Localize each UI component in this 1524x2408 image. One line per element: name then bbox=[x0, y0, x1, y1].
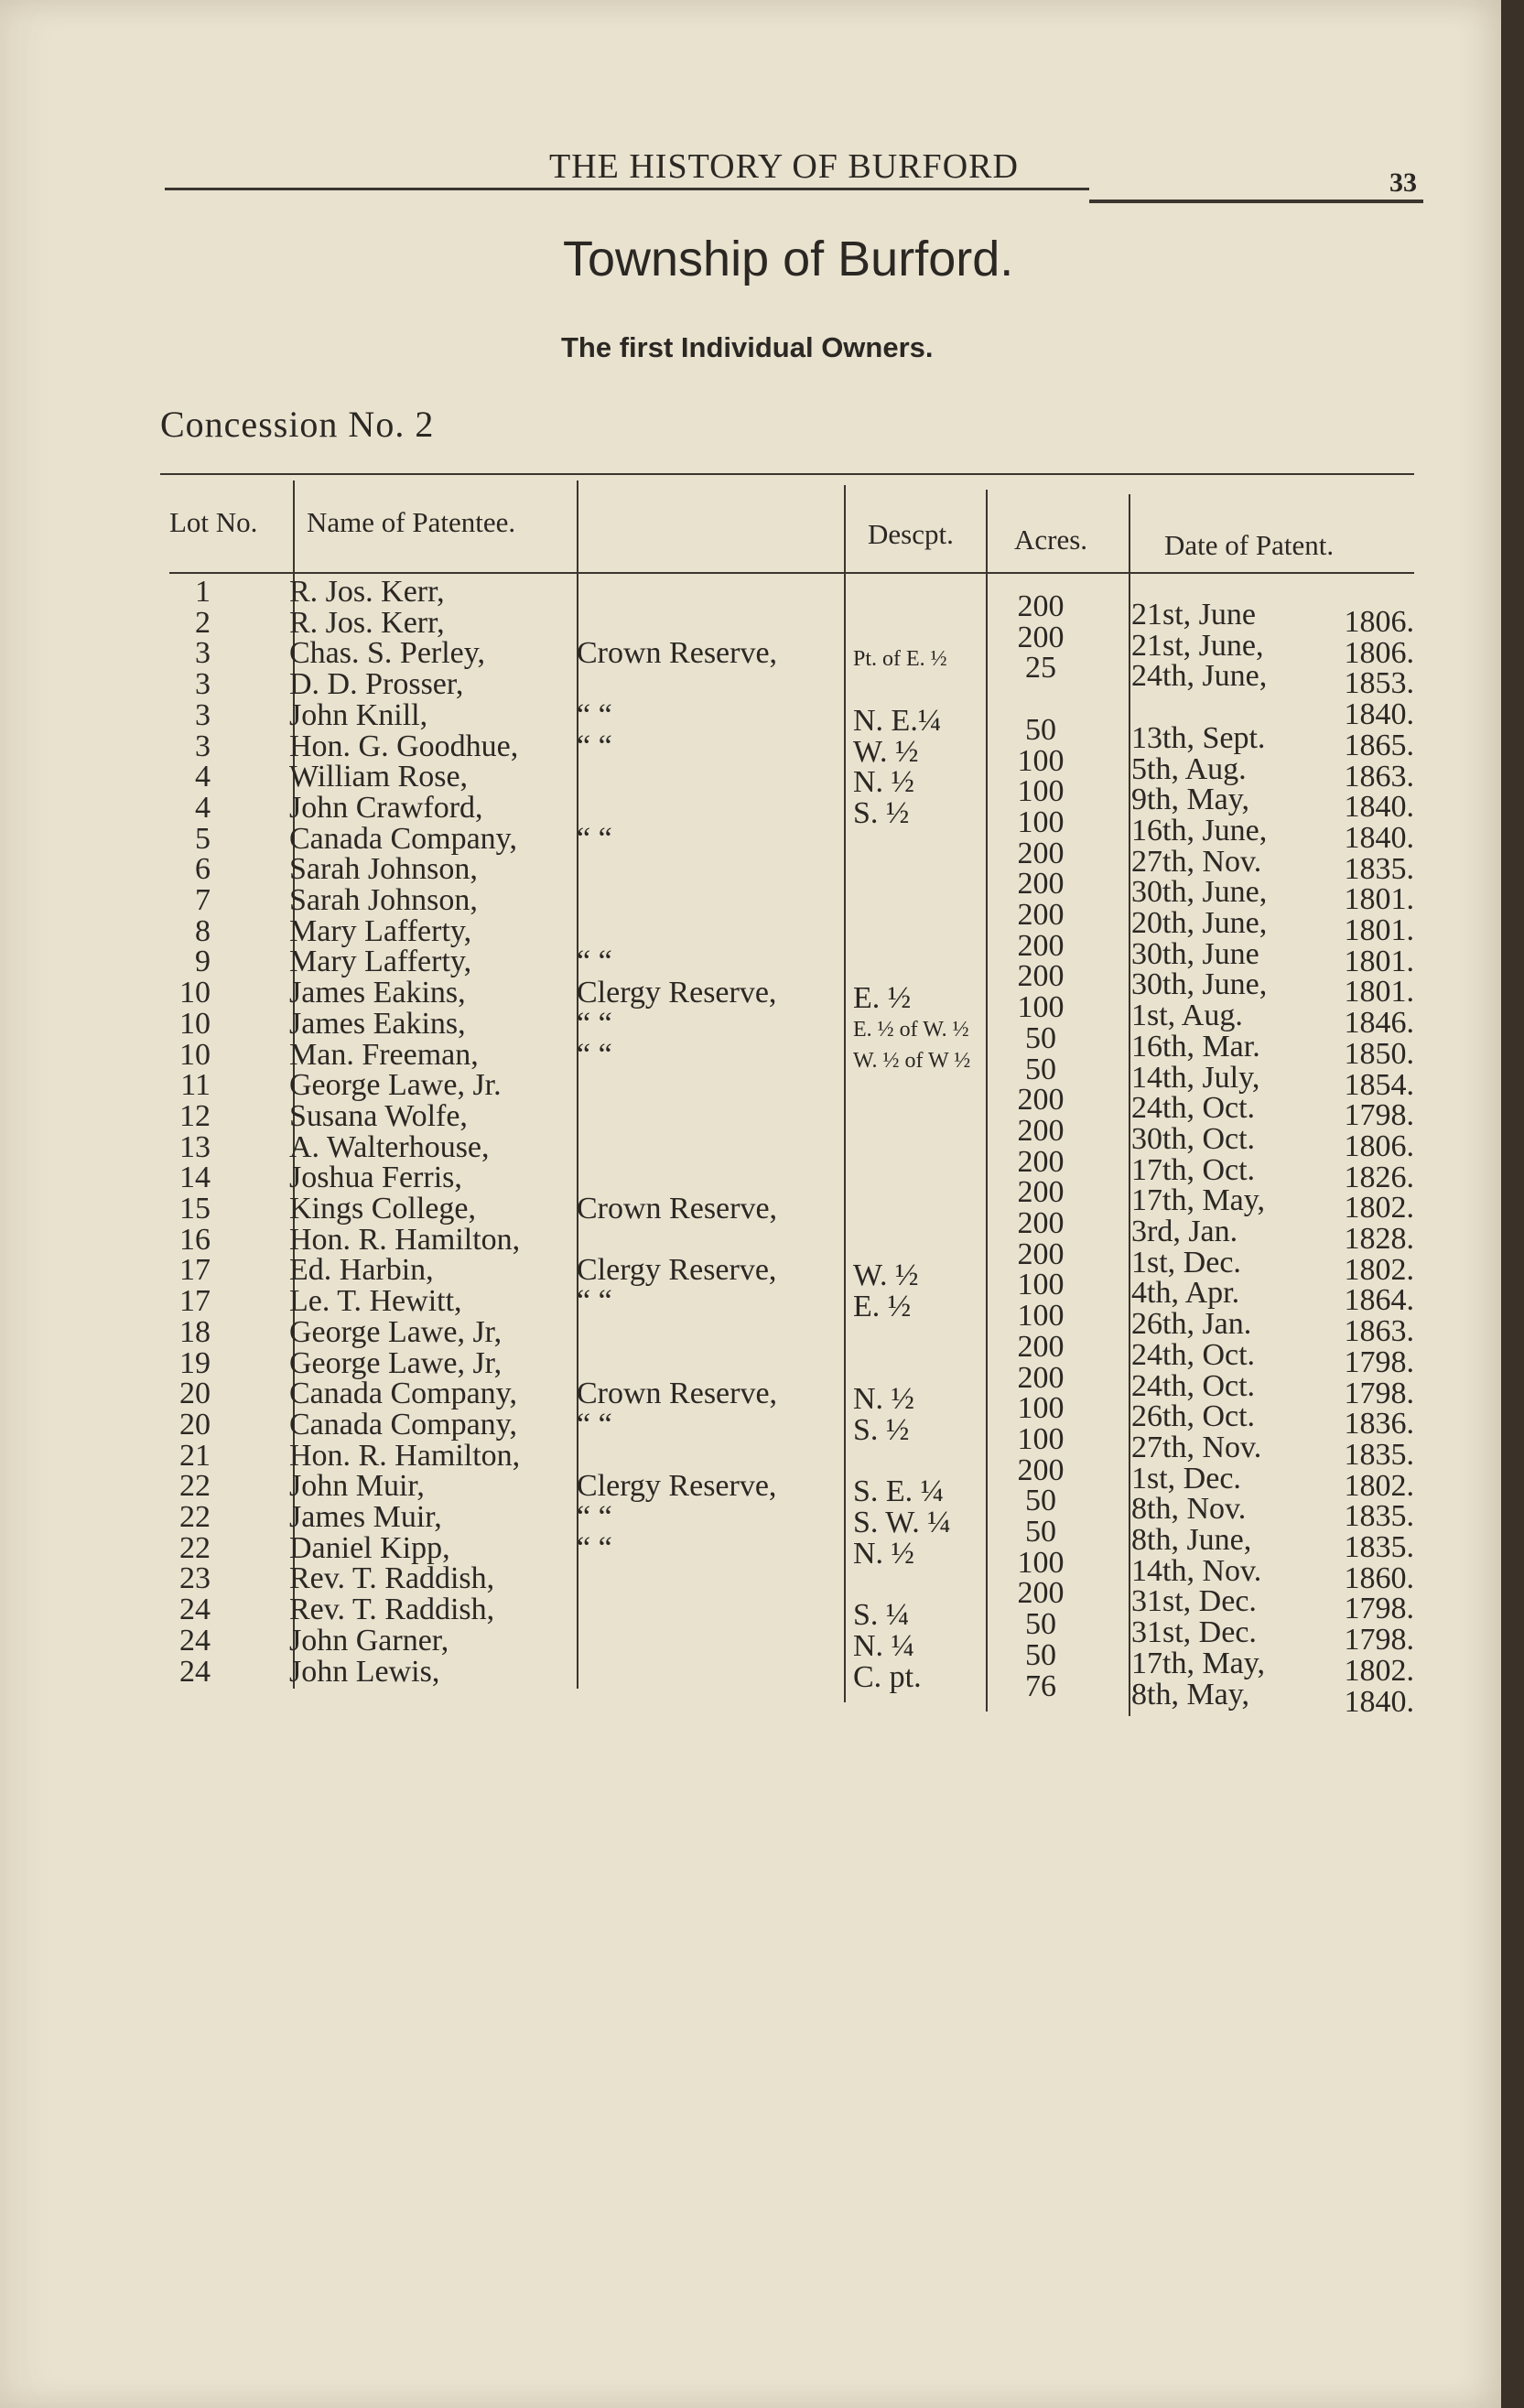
date-cell: 1st, Dec. bbox=[1131, 1461, 1241, 1496]
patentee-cell: John Garner, bbox=[289, 1623, 449, 1658]
date-cell: 20th, June, bbox=[1131, 906, 1268, 940]
date-cell: 31st, Dec. bbox=[1131, 1584, 1257, 1619]
year-cell: 1802. bbox=[1344, 1252, 1414, 1287]
reserve-cell: Clergy Reserve, bbox=[577, 976, 777, 1010]
acres-cell: 100 bbox=[1017, 774, 1065, 809]
year-cell: 1801. bbox=[1344, 913, 1414, 947]
acres-cell: 200 bbox=[1017, 1175, 1065, 1210]
acres-cell: 200 bbox=[1017, 1329, 1065, 1364]
date-cell: 17th, May, bbox=[1131, 1646, 1266, 1680]
patentee-cell: Daniel Kipp, bbox=[289, 1530, 450, 1565]
reserve-cell: “ “ bbox=[577, 1407, 612, 1442]
year-cell: 1840. bbox=[1344, 820, 1414, 855]
reserve-cell: “ “ bbox=[577, 1037, 612, 1072]
lot-cell: 4 bbox=[195, 790, 211, 825]
reserve-cell: Clergy Reserve, bbox=[577, 1469, 777, 1504]
lot-cell: 22 bbox=[179, 1500, 211, 1534]
patentee-cell: Hon. R. Hamilton, bbox=[289, 1222, 521, 1257]
acres-cell: 100 bbox=[1017, 1268, 1065, 1302]
date-cell: 27th, Nov. bbox=[1131, 844, 1262, 879]
lot-cell: 24 bbox=[179, 1654, 211, 1689]
reserve-cell: “ “ bbox=[577, 729, 612, 763]
acres-cell: 200 bbox=[1017, 1360, 1065, 1395]
patentee-cell: James Eakins, bbox=[289, 1006, 466, 1041]
date-cell: 17th, May, bbox=[1131, 1183, 1266, 1218]
acres-cell: 50 bbox=[1025, 1637, 1056, 1672]
lot-cell: 3 bbox=[195, 697, 211, 732]
year-cell: 1835. bbox=[1344, 1499, 1414, 1534]
reserve-cell: Crown Reserve, bbox=[577, 1192, 778, 1226]
acres-cell: 25 bbox=[1025, 651, 1056, 686]
date-cell: 31st, Dec. bbox=[1131, 1615, 1257, 1650]
year-cell: 1863. bbox=[1344, 759, 1414, 794]
description-cell: E. ½ bbox=[853, 1290, 912, 1324]
reserve-cell: “ “ bbox=[577, 1530, 612, 1565]
date-cell: 24th, Oct. bbox=[1131, 1337, 1256, 1372]
patentee-cell: Rev. T. Raddish, bbox=[289, 1593, 495, 1627]
lot-cell: 3 bbox=[195, 667, 211, 702]
year-cell: 1853. bbox=[1344, 666, 1414, 701]
patentee-cell: George Lawe, Jr, bbox=[289, 1314, 503, 1349]
acres-cell: 200 bbox=[1017, 867, 1065, 902]
patentee-cell: John Muir, bbox=[289, 1469, 425, 1504]
acres-cell: 100 bbox=[1017, 1545, 1065, 1580]
patentee-cell: D. D. Prosser, bbox=[289, 667, 464, 702]
lot-cell: 3 bbox=[195, 729, 211, 763]
acres-cell: 200 bbox=[1017, 928, 1065, 963]
lot-cell: 23 bbox=[179, 1561, 211, 1596]
acres-cell: 200 bbox=[1017, 589, 1065, 623]
patentee-cell: Mary Lafferty, bbox=[289, 913, 472, 948]
date-cell: 26th, Oct. bbox=[1131, 1399, 1256, 1434]
reserve-cell: “ “ bbox=[577, 1284, 612, 1319]
acres-cell: 200 bbox=[1017, 1206, 1065, 1240]
acres-cell: 200 bbox=[1017, 1083, 1065, 1118]
date-cell: 1st, Aug. bbox=[1131, 999, 1243, 1033]
patentee-cell: Mary Lafferty, bbox=[289, 945, 472, 979]
description-cell: N. ½ bbox=[853, 1382, 915, 1417]
year-cell: 1801. bbox=[1344, 944, 1414, 978]
patentee-cell: R. Jos. Kerr, bbox=[289, 605, 445, 640]
patentee-cell: James Eakins, bbox=[289, 976, 466, 1010]
column-header-lot: Lot No. bbox=[169, 506, 258, 538]
date-cell: 14th, Nov. bbox=[1131, 1553, 1262, 1588]
patentee-cell: Chas. S. Perley, bbox=[289, 636, 486, 671]
reserve-cell: “ “ bbox=[577, 945, 612, 979]
patentee-cell: John Crawford, bbox=[289, 790, 483, 825]
acres-cell: 50 bbox=[1025, 1020, 1056, 1055]
book-edge bbox=[1501, 0, 1524, 2408]
acres-cell: 200 bbox=[1017, 959, 1065, 994]
year-cell: 1801. bbox=[1344, 882, 1414, 917]
year-cell: 1835. bbox=[1344, 1530, 1414, 1564]
date-cell: 16th, June, bbox=[1131, 813, 1268, 848]
patentee-cell: Joshua Ferris, bbox=[289, 1161, 462, 1195]
lot-cell: 18 bbox=[179, 1314, 211, 1349]
column-divider bbox=[1129, 494, 1130, 1716]
date-cell: 8th, June, bbox=[1131, 1523, 1252, 1557]
patentee-cell: Man. Freeman, bbox=[289, 1037, 479, 1072]
lot-cell: 16 bbox=[179, 1222, 211, 1257]
patentee-cell: R. Jos. Kerr, bbox=[289, 575, 445, 609]
reserve-cell: “ “ bbox=[577, 1006, 612, 1041]
acres-cell: 50 bbox=[1025, 1052, 1056, 1086]
date-cell: 4th, Apr. bbox=[1131, 1276, 1240, 1311]
patentee-cell: A. Walterhouse, bbox=[289, 1129, 490, 1164]
acres-cell: 200 bbox=[1017, 836, 1065, 870]
lot-cell: 7 bbox=[195, 883, 211, 917]
date-cell: 30th, June, bbox=[1131, 967, 1268, 1002]
date-cell: 26th, Jan. bbox=[1131, 1307, 1252, 1342]
lot-cell: 10 bbox=[179, 1037, 211, 1072]
year-cell: 1806. bbox=[1344, 635, 1414, 670]
description-cell: N. ½ bbox=[853, 765, 915, 800]
patentee-cell: Sarah Johnson, bbox=[289, 852, 478, 887]
lot-cell: 20 bbox=[179, 1377, 211, 1411]
acres-cell: 200 bbox=[1017, 1236, 1065, 1271]
page-subtitle: The first Individual Owners. bbox=[561, 331, 934, 363]
date-cell: 5th, Aug. bbox=[1131, 751, 1247, 786]
description-cell: C. pt. bbox=[853, 1659, 922, 1694]
lot-cell: 11 bbox=[180, 1068, 211, 1103]
acres-cell: 200 bbox=[1017, 1144, 1065, 1179]
acres-cell: 200 bbox=[1017, 1113, 1065, 1148]
reserve-cell: “ “ bbox=[577, 697, 612, 732]
lot-cell: 9 bbox=[195, 945, 211, 979]
lot-cell: 21 bbox=[179, 1438, 211, 1473]
date-cell: 1st, Dec. bbox=[1131, 1245, 1241, 1280]
patentee-cell: Susana Wolfe, bbox=[289, 1098, 468, 1133]
table-top-rule bbox=[160, 473, 1414, 475]
year-cell: 1836. bbox=[1344, 1407, 1414, 1442]
lot-cell: 2 bbox=[195, 605, 211, 640]
lot-cell: 19 bbox=[179, 1345, 211, 1380]
date-cell: 24th, Oct. bbox=[1131, 1368, 1256, 1403]
lot-cell: 22 bbox=[179, 1469, 211, 1504]
lot-cell: 4 bbox=[195, 760, 211, 794]
lot-cell: 1 bbox=[195, 575, 211, 609]
lot-cell: 17 bbox=[179, 1284, 211, 1319]
lot-cell: 3 bbox=[195, 636, 211, 671]
year-cell: 1840. bbox=[1344, 1684, 1414, 1719]
page-title: Township of Burford. bbox=[563, 232, 1014, 286]
lot-cell: 12 bbox=[179, 1098, 211, 1133]
year-cell: 1850. bbox=[1344, 1036, 1414, 1071]
patentee-cell: Hon. G. Goodhue, bbox=[289, 729, 519, 763]
acres-cell: 50 bbox=[1025, 1484, 1056, 1518]
date-cell: 8th, May, bbox=[1131, 1677, 1250, 1712]
year-cell: 1806. bbox=[1344, 605, 1414, 639]
year-cell: 1828. bbox=[1344, 1222, 1414, 1256]
patentee-cell: Canada Company, bbox=[289, 1377, 517, 1411]
lot-cell: 22 bbox=[179, 1530, 211, 1565]
patentee-cell: William Rose, bbox=[289, 760, 469, 794]
lot-cell: 14 bbox=[179, 1161, 211, 1195]
patentee-cell: Ed. Harbin, bbox=[289, 1253, 434, 1288]
patentee-cell: Hon. R. Hamilton, bbox=[289, 1438, 521, 1473]
header-rule-right bbox=[1089, 200, 1423, 203]
year-cell: 1846. bbox=[1344, 1006, 1414, 1041]
description-cell: S. W. ¼ bbox=[853, 1506, 951, 1539]
patentee-cell: Rev. T. Raddish, bbox=[289, 1561, 495, 1596]
description-cell: Pt. of E. ½ bbox=[853, 647, 947, 672]
date-cell: 24th, June, bbox=[1131, 659, 1268, 694]
description-cell: W. ½ bbox=[853, 1258, 919, 1293]
acres-cell: 200 bbox=[1017, 1576, 1065, 1611]
acres-cell: 200 bbox=[1017, 898, 1065, 932]
date-cell: 27th, Nov. bbox=[1131, 1430, 1262, 1464]
year-cell: 1798. bbox=[1344, 1592, 1414, 1626]
lot-cell: 5 bbox=[195, 821, 211, 856]
description-cell: S. ½ bbox=[853, 1412, 910, 1447]
acres-cell: 50 bbox=[1025, 712, 1056, 747]
acres-cell: 50 bbox=[1025, 1515, 1056, 1549]
table-header-rule bbox=[169, 572, 1414, 574]
acres-cell: 100 bbox=[1017, 1299, 1065, 1334]
description-cell: N. ¼ bbox=[853, 1628, 915, 1663]
lot-cell: 17 bbox=[179, 1253, 211, 1288]
reserve-cell: Crown Reserve, bbox=[577, 1377, 778, 1411]
year-cell: 1801. bbox=[1344, 975, 1414, 1010]
lot-cell: 6 bbox=[195, 852, 211, 887]
date-cell: 30th, June bbox=[1131, 936, 1259, 971]
reserve-cell: Crown Reserve, bbox=[577, 636, 778, 671]
year-cell: 1798. bbox=[1344, 1376, 1414, 1410]
acres-cell: 100 bbox=[1017, 1391, 1065, 1426]
column-divider bbox=[986, 490, 988, 1712]
lot-cell: 8 bbox=[195, 913, 211, 948]
acres-cell: 200 bbox=[1017, 1452, 1065, 1487]
acres-cell: 76 bbox=[1025, 1668, 1056, 1703]
year-cell: 1835. bbox=[1344, 1437, 1414, 1472]
description-cell: N. E.¼ bbox=[853, 703, 942, 738]
column-divider bbox=[844, 485, 846, 1702]
description-cell: S. E. ¼ bbox=[853, 1474, 945, 1509]
date-cell: 14th, July, bbox=[1131, 1060, 1260, 1095]
year-cell: 1865. bbox=[1344, 728, 1414, 762]
acres-cell: 100 bbox=[1017, 743, 1065, 778]
date-cell: 13th, Sept. bbox=[1131, 720, 1266, 755]
column-header-date: Date of Patent. bbox=[1164, 529, 1335, 561]
description-cell: S. ½ bbox=[853, 795, 910, 830]
acres-cell: 200 bbox=[1017, 620, 1065, 654]
year-cell: 1802. bbox=[1344, 1653, 1414, 1688]
year-cell: 1835. bbox=[1344, 851, 1414, 886]
year-cell: 1860. bbox=[1344, 1560, 1414, 1595]
patentee-cell: George Lawe, Jr, bbox=[289, 1345, 503, 1380]
date-cell: 30th, Oct. bbox=[1131, 1121, 1256, 1156]
date-cell: 3rd, Jan. bbox=[1131, 1215, 1238, 1248]
section-heading: Concession No. 2 bbox=[160, 404, 435, 445]
lot-cell: 24 bbox=[179, 1623, 211, 1658]
year-cell: 1806. bbox=[1344, 1128, 1414, 1163]
acres-cell: 50 bbox=[1025, 1607, 1056, 1642]
date-cell: 17th, Oct. bbox=[1131, 1152, 1256, 1187]
column-header-acres: Acres. bbox=[1014, 524, 1088, 556]
description-cell: W. ½ of W ½ bbox=[853, 1048, 971, 1073]
acres-cell: 100 bbox=[1017, 990, 1065, 1025]
year-cell: 1840. bbox=[1344, 790, 1414, 825]
description-cell: N. ½ bbox=[853, 1536, 915, 1571]
patentee-cell: Canada Company, bbox=[289, 1407, 517, 1442]
reserve-cell: Clergy Reserve, bbox=[577, 1253, 777, 1288]
date-cell: 16th, Mar. bbox=[1131, 1029, 1260, 1064]
year-cell: 1864. bbox=[1344, 1283, 1414, 1318]
reserve-cell: “ “ bbox=[577, 1500, 612, 1534]
patentee-cell: Canada Company, bbox=[289, 821, 517, 856]
description-cell: E. ½ bbox=[853, 981, 912, 1016]
year-cell: 1826. bbox=[1344, 1160, 1414, 1194]
date-cell: 21st, June bbox=[1131, 598, 1256, 632]
patentee-cell: John Knill, bbox=[289, 697, 428, 732]
year-cell: 1802. bbox=[1344, 1191, 1414, 1226]
lot-cell: 20 bbox=[179, 1407, 211, 1442]
lot-cell: 13 bbox=[179, 1129, 211, 1164]
description-cell: E. ½ of W. ½ bbox=[853, 1017, 969, 1042]
reserve-cell: “ “ bbox=[577, 821, 612, 856]
date-cell: 9th, May, bbox=[1131, 783, 1250, 817]
year-cell: 1798. bbox=[1344, 1344, 1414, 1379]
patentee-cell: Sarah Johnson, bbox=[289, 883, 478, 917]
lot-cell: 24 bbox=[179, 1593, 211, 1627]
patentee-cell: John Lewis, bbox=[289, 1654, 440, 1689]
year-cell: 1854. bbox=[1344, 1067, 1414, 1102]
description-cell: W. ½ bbox=[853, 734, 919, 769]
year-cell: 1863. bbox=[1344, 1314, 1414, 1349]
page-number: 33 bbox=[1389, 167, 1417, 198]
date-cell: 30th, June, bbox=[1131, 875, 1268, 910]
acres-cell: 100 bbox=[1017, 1421, 1065, 1456]
patentee-cell: James Muir, bbox=[289, 1500, 442, 1534]
date-cell: 24th, Oct. bbox=[1131, 1091, 1256, 1126]
date-cell: 8th, Nov. bbox=[1131, 1492, 1247, 1527]
year-cell: 1802. bbox=[1344, 1468, 1414, 1503]
patentee-cell: Le. T. Hewitt, bbox=[289, 1284, 462, 1319]
year-cell: 1798. bbox=[1344, 1623, 1414, 1658]
year-cell: 1840. bbox=[1344, 697, 1414, 732]
column-header-name: Name of Patentee. bbox=[307, 506, 516, 538]
lot-cell: 10 bbox=[179, 976, 211, 1010]
description-cell: S. ¼ bbox=[853, 1598, 910, 1633]
patentee-cell: George Lawe, Jr. bbox=[289, 1068, 502, 1103]
year-cell: 1798. bbox=[1344, 1098, 1414, 1133]
acres-cell: 100 bbox=[1017, 804, 1065, 839]
lot-cell: 15 bbox=[179, 1192, 211, 1226]
running-title: THE HISTORY OF BURFORD bbox=[549, 147, 1019, 186]
lot-cell: 10 bbox=[179, 1006, 211, 1041]
column-header-descpt: Descpt. bbox=[868, 518, 954, 550]
header-rule bbox=[165, 188, 1089, 190]
date-cell: 21st, June, bbox=[1131, 628, 1264, 663]
patentee-cell: Kings College, bbox=[289, 1192, 476, 1226]
